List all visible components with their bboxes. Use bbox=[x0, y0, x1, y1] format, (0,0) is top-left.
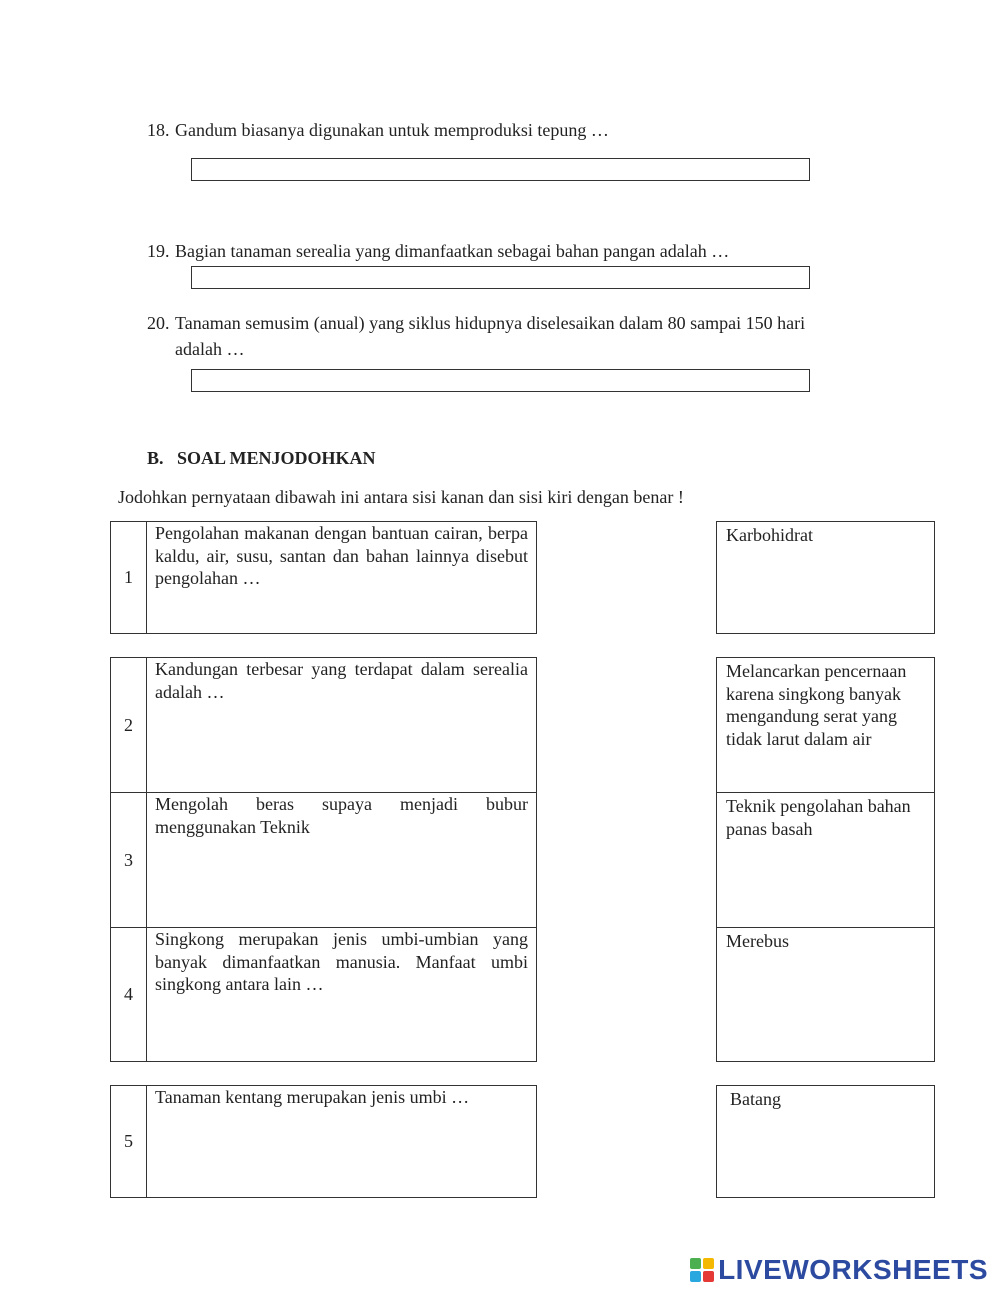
match-answer-4[interactable]: Merebus bbox=[716, 927, 935, 1062]
question-number: 20. bbox=[147, 313, 170, 333]
match-number-cell: 5 bbox=[110, 1085, 147, 1198]
match-number-cell: 1 bbox=[110, 521, 147, 634]
liveworksheets-icon bbox=[690, 1258, 714, 1282]
question-18 bbox=[147, 117, 609, 143]
section-label: B. bbox=[147, 448, 164, 468]
section-instruction: Jodohkan pernyataan dibawah ini antara sisi kanan dan sisi kiri dengan benar ! bbox=[118, 487, 684, 507]
answer-input-19[interactable] bbox=[191, 266, 810, 289]
match-statement-3[interactable]: Mengolah beras supaya menjadi bubur menggunakan Teknik bbox=[146, 792, 537, 928]
section-title: SOAL MENJODOHKAN bbox=[177, 448, 376, 468]
question-number: 19. bbox=[147, 241, 170, 261]
question-19 bbox=[147, 238, 729, 264]
question-text: Bagian tanaman serealia yang dimanfaatkan sebagai bahan pangan adalah … bbox=[175, 241, 730, 261]
section-heading bbox=[147, 448, 376, 469]
question-number: 18. bbox=[147, 120, 170, 140]
match-statement-2[interactable]: Kandungan terbesar yang terdapat dalam serealia adalah … bbox=[146, 657, 537, 793]
question-text: Tanaman semusim (anual) yang siklus hidupnya diselesaikan dalam 80 sampai 150 hari bbox=[175, 313, 806, 333]
question-text-continuation: adalah … bbox=[175, 339, 245, 359]
liveworksheets-logo bbox=[690, 1254, 988, 1286]
question-20 bbox=[147, 310, 907, 362]
match-statement-1[interactable]: Pengolahan makanan dengan bantuan cairan, berpa kaldu, air, susu, santan dan bahan lainnya disebut pengolahan … bbox=[146, 521, 537, 634]
match-statement-4[interactable]: Singkong merupakan jenis umbi-umbian yang banyak dimanfaatkan manusia. Manfaat umbi singkong antara lain … bbox=[146, 927, 537, 1062]
logo-text: LIVEWORKSHEETS bbox=[718, 1254, 988, 1285]
match-answer-3[interactable]: Teknik pengolahan bahan panas basah bbox=[716, 792, 935, 928]
match-answer-1[interactable]: Karbohidrat bbox=[716, 521, 935, 634]
match-number-cell: 2 bbox=[110, 657, 147, 793]
answer-input-20[interactable] bbox=[191, 369, 810, 392]
answer-input-18[interactable] bbox=[191, 158, 810, 181]
question-text: Gandum biasanya digunakan untuk memproduksi tepung … bbox=[175, 120, 609, 140]
match-answer-2[interactable]: Melancarkan pencernaan karena singkong banyak mengandung serat yang tidak larut dalam air bbox=[716, 657, 935, 793]
match-answer-5[interactable]: Batang bbox=[716, 1085, 935, 1198]
match-number-cell: 3 bbox=[110, 792, 147, 928]
match-statement-5[interactable]: Tanaman kentang merupakan jenis umbi … bbox=[146, 1085, 537, 1198]
match-number-cell: 4 bbox=[110, 927, 147, 1062]
